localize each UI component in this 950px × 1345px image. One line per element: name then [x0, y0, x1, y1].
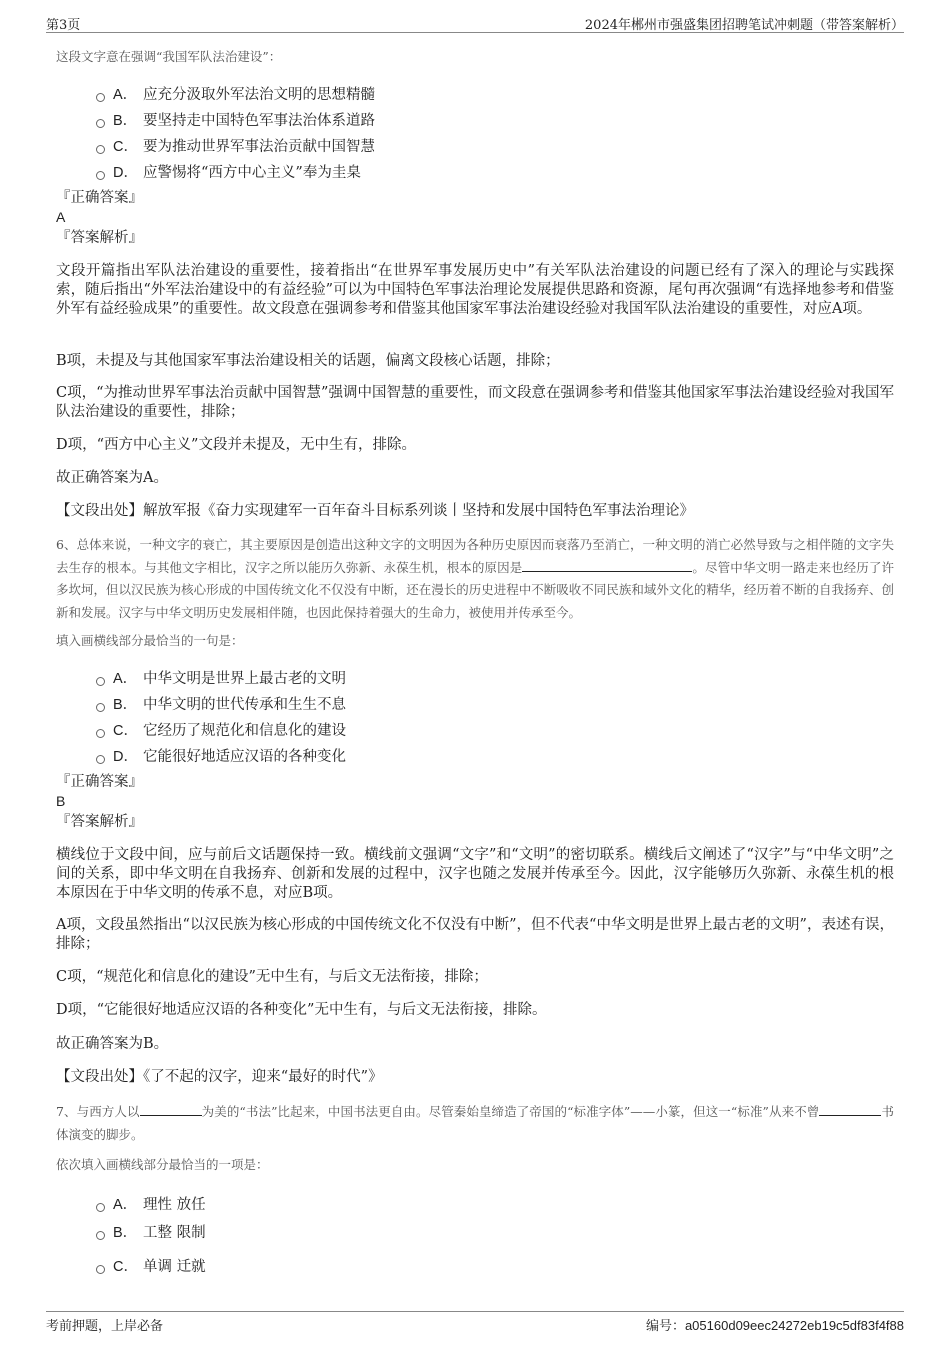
- radio-icon[interactable]: [96, 1265, 105, 1274]
- document-title: 2024年郴州市强盛集团招聘笔试冲刺题（带答案解析）: [584, 18, 904, 33]
- option-a[interactable]: A． 理性 放任: [96, 1190, 206, 1216]
- answer-heading: 『正确答案』: [56, 190, 143, 206]
- option-d[interactable]: D． 它能很好地适应汉语的各种变化: [96, 742, 346, 768]
- option-a[interactable]: A． 应充分汲取外军法治文明的思想精髓: [96, 80, 375, 106]
- radio-icon[interactable]: [96, 93, 105, 102]
- blank-line: [140, 1103, 202, 1116]
- option-d[interactable]: D． 应警惕将“西方中心主义”奉为圭臬: [96, 158, 375, 184]
- answer-value: A: [56, 209, 66, 225]
- radio-icon[interactable]: [96, 171, 105, 180]
- question-stem: 7、与西方人以 为美的“书法”比起来，中国书法更自由。尽管秦始皇缔造了帝国的“标准字体”——小篆，但这一“标准”从来不曾 书体演变的脚步。: [56, 1104, 894, 1142]
- blank-line: [819, 1103, 881, 1116]
- question-prompt: 依次填入画横线部分最恰当的一项是：: [56, 1157, 269, 1172]
- radio-icon[interactable]: [96, 703, 105, 712]
- answer-heading: 『正确答案』: [56, 774, 143, 790]
- radio-icon[interactable]: [96, 1231, 105, 1240]
- options-list: [96, 80, 375, 184]
- option-b[interactable]: B． 要坚持走中国特色军事法治体系道路: [96, 106, 375, 132]
- analysis-paragraph: A项，文段虽然指出“以汉民族为核心形成的中国传统文化不仅没有中断”，但不代表“中华文明是世界上最古老的文明”，表述有误，排除；: [56, 917, 894, 952]
- option-a[interactable]: A． 中华文明是世界上最古老的文明: [96, 664, 346, 690]
- question-stem: 这段文字意在强调“我国军队法治建设”：: [56, 49, 282, 64]
- analysis-paragraph: 故正确答案为B。: [56, 1036, 169, 1052]
- document-code: 编号：a05160d09eec24272eb19c5df83f4f88: [645, 1318, 904, 1333]
- answer-value: B: [56, 793, 66, 809]
- page-number: 第3页: [46, 18, 81, 33]
- analysis-paragraph: 横线位于文段中间，应与前后文话题保持一致。横线前文强调“文字”和“文明”的密切联系。横线后文阐述了“汉字”与“中华文明”之间的关系，即中华文明在自我扬弃、创新和发展的过程中，汉字也随之发展并传承至今。因此，汉字能够历久弥新、永葆生机的根本原因在于中华文明的传承不息，对应B项。: [56, 847, 894, 901]
- footer-slogan: 考前押题，上岸必备: [46, 1319, 164, 1334]
- source-line: 【文段出处】解放军报《奋力实现建军一百年奋斗目标系列谈丨坚持和发展中国特色军事法治理论》: [56, 503, 694, 519]
- analysis-paragraph: C项，“规范化和信息化的建设”无中生有，与后文无法衔接，排除；: [56, 969, 488, 985]
- analysis-heading: 『答案解析』: [56, 230, 143, 246]
- radio-icon[interactable]: [96, 677, 105, 686]
- analysis-paragraph: B项，未提及与其他国家军事法治建设相关的话题，偏离文段核心话题，排除；: [56, 353, 560, 369]
- analysis-paragraph: D项，“它能很好地适应汉语的各种变化”无中生有，与后文无法衔接，排除。: [56, 1002, 547, 1018]
- options-list: [96, 1190, 206, 1278]
- analysis-paragraph: D项，“西方中心主义”文段并未提及，无中生有，排除。: [56, 437, 416, 453]
- question-prompt: 填入画横线部分最恰当的一句是：: [56, 633, 244, 648]
- page-header: [46, 12, 904, 33]
- question-stem: 6、总体来说，一种文字的衰亡，其主要原因是创造出这种文字的文明因为各种历史原因而衰落乃至消亡，一种文明的消亡必然导致与之相伴随的文字失去生存的根本。与其他文字相比，汉字之所以能历久弥新、永葆生机，根本的原因是 。尽管中华文明一路走来也经历了许多坎坷，但以汉民族为核心形成的中国传统文化不仅没有中断，还在漫长的历史进程中不断吸收不同民族和域外文化的精华，经历着不断的自我扬弃、创新和发展。汉字与中华文明历史发展相伴随，也因此保持着强大的生命力，被使用并传承至今。: [56, 537, 894, 620]
- radio-icon[interactable]: [96, 755, 105, 764]
- analysis-paragraph: 文段开篇指出军队法治建设的重要性，接着指出“在世界军事发展历史中”有关军队法治建设的问题已经有了深入的理论与实践探索，随后指出“外军法治建设中的有益经验”可以为中国特色军事法治理论发展提供思路和资源，尾句再次强调“有选择地参考和借鉴外军有益经验成果”的重要性。故文段意在强调参考和借鉴其他国家军事法治建设经验对我国军队法治建设的重要性，对应A项。: [56, 263, 894, 317]
- analysis-paragraph: 故正确答案为A。: [56, 470, 168, 486]
- radio-icon[interactable]: [96, 119, 105, 128]
- option-c[interactable]: C． 单调 迁就: [96, 1252, 206, 1278]
- source-line: 【文段出处】《了不起的汉字，迎来“最好的时代”》: [56, 1069, 383, 1085]
- option-b[interactable]: B． 工整 限制: [96, 1218, 206, 1244]
- option-c[interactable]: C． 要为推动世界军事法治贡献中国智慧: [96, 132, 375, 158]
- option-c[interactable]: C． 它经历了规范化和信息化的建设: [96, 716, 346, 742]
- analysis-heading: 『答案解析』: [56, 814, 143, 830]
- radio-icon[interactable]: [96, 1203, 105, 1212]
- radio-icon[interactable]: [96, 145, 105, 154]
- options-list: [96, 664, 346, 768]
- page-footer: [46, 1311, 904, 1334]
- blank-line: [522, 559, 692, 572]
- radio-icon[interactable]: [96, 729, 105, 738]
- option-b[interactable]: B． 中华文明的世代传承和生生不息: [96, 690, 346, 716]
- analysis-paragraph: C项，“为推动世界军事法治贡献中国智慧”强调中国智慧的重要性，而文段意在强调参考和借鉴其他国家军事法治建设经验对我国军队法治建设的重要性，排除；: [56, 385, 894, 420]
